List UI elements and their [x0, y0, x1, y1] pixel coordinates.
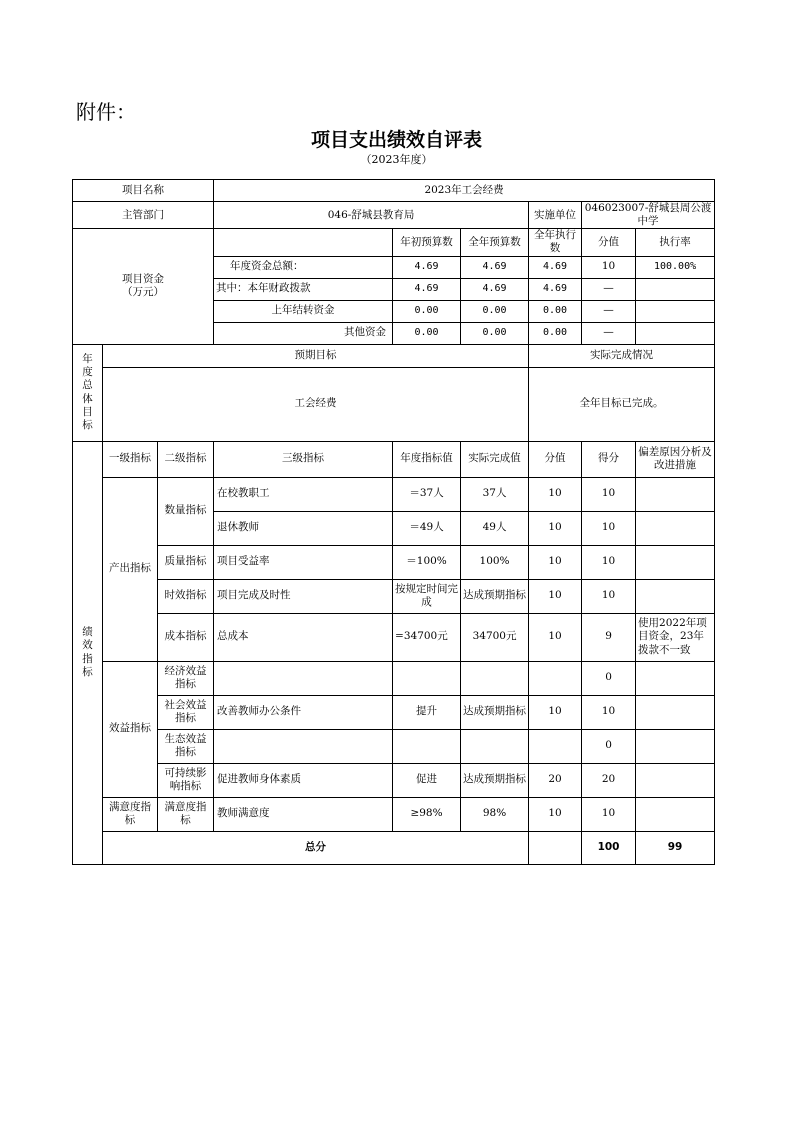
attachment-label: 附件： — [76, 100, 136, 124]
funds-row-name: 其他资金 — [214, 322, 393, 344]
indicator-row — [73, 797, 715, 831]
indicator-score: 10 — [582, 579, 636, 613]
expected-goal-label: 预期目标 — [103, 344, 529, 367]
funds-header-initial: 年初预算数 — [393, 229, 461, 256]
level2-header: 二级指标 — [158, 441, 214, 477]
funds-row-initial: 0.00 — [393, 300, 461, 322]
level2-ecological: 生态效益指标 — [158, 729, 214, 763]
indicator-row — [73, 695, 715, 729]
total-row — [73, 831, 715, 864]
indicator-name: 项目完成及时性 — [214, 579, 393, 613]
goals-header-row — [73, 344, 715, 367]
indicator-value: 10 — [529, 695, 582, 729]
funds-label — [73, 229, 214, 344]
indicator-value: 10 — [529, 613, 582, 661]
self-evaluation-table — [72, 179, 715, 865]
funds-header-executed: 全年执行数 — [529, 229, 582, 256]
indicator-note — [636, 763, 715, 797]
indicator-note — [636, 797, 715, 831]
indicators-side-text: 绩效指标 — [82, 626, 93, 678]
level3-header: 三级指标 — [214, 441, 393, 477]
project-name-row — [73, 180, 715, 202]
level2-quantity: 数量指标 — [158, 477, 214, 545]
funds-header-annual: 全年预算数 — [461, 229, 529, 256]
indicator-name: 项目受益率 — [214, 545, 393, 579]
indicator-note — [636, 661, 715, 695]
indicator-row — [73, 579, 715, 613]
funds-row-executed: 4.69 — [529, 278, 582, 300]
indicator-target: 按规定时间完成 — [393, 579, 461, 613]
indicator-score: 9 — [582, 613, 636, 661]
note-header: 偏差原因分析及改进措施 — [636, 441, 715, 477]
indicator-actual: 49人 — [461, 511, 529, 545]
indicator-note — [636, 545, 715, 579]
funds-row-score-value: — — [582, 300, 636, 322]
project-name-label: 项目名称 — [73, 180, 214, 202]
funds-row-annual: 4.69 — [461, 256, 529, 278]
funds-label-text: 项目资金 — [122, 273, 165, 286]
funds-row-executed: 4.69 — [529, 256, 582, 278]
department-label: 主管部门 — [73, 202, 214, 229]
indicator-score: 10 — [582, 511, 636, 545]
indicator-row — [73, 763, 715, 797]
goals-content-row — [73, 367, 715, 441]
page-title: 项目支出绩效自评表 — [310, 129, 482, 151]
implementing-unit-label: 实施单位 — [529, 202, 582, 229]
indicator-name: 在校教职工 — [214, 477, 393, 511]
total-value: 100 — [582, 831, 636, 864]
funds-row-score-value: 10 — [582, 256, 636, 278]
indicator-target: ≥98% — [393, 797, 461, 831]
funds-header-rate: 执行率 — [636, 229, 715, 256]
indicator-value: 10 — [529, 579, 582, 613]
goals-side-text: 年度总体目标 — [82, 353, 93, 431]
level1-benefit: 效益指标 — [103, 661, 158, 797]
project-name-value: 2023年工会经费 — [214, 180, 715, 202]
indicator-target: ＝37人 — [393, 477, 461, 511]
indicator-name: 教师满意度 — [214, 797, 393, 831]
indicator-value: 10 — [529, 477, 582, 511]
indicators-header-row — [73, 441, 715, 477]
indicator-target — [393, 661, 461, 695]
total-label: 总分 — [103, 831, 529, 864]
indicator-actual: 34700元 — [461, 613, 529, 661]
indicator-score: 10 — [582, 477, 636, 511]
indicator-name: 总成本 — [214, 613, 393, 661]
indicator-name: 改善教师办公条件 — [214, 695, 393, 729]
total-blank — [529, 831, 582, 864]
actual-status-value: 全年目标已完成。 — [529, 367, 715, 441]
indicator-value: 10 — [529, 511, 582, 545]
indicator-actual: 达成预期指标 — [461, 695, 529, 729]
implementing-unit-value: 046023007-舒城县周公渡中学 — [582, 202, 715, 229]
funds-row-rate — [636, 300, 715, 322]
level2-sustainable: 可持续影响指标 — [158, 763, 214, 797]
indicator-row — [73, 545, 715, 579]
funds-row-name: 上年结转资金 — [214, 300, 393, 322]
score-header: 得分 — [582, 441, 636, 477]
indicator-actual — [461, 729, 529, 763]
goals-side-label — [73, 344, 103, 441]
indicator-value: 10 — [529, 545, 582, 579]
level2-satisfaction: 满意度指标 — [158, 797, 214, 831]
level2-social: 社会效益指标 — [158, 695, 214, 729]
indicator-actual: 达成预期指标 — [461, 579, 529, 613]
indicator-target: 提升 — [393, 695, 461, 729]
funds-row-executed: 0.00 — [529, 300, 582, 322]
total-score: 99 — [636, 831, 715, 864]
indicator-note — [636, 579, 715, 613]
indicator-row — [73, 661, 715, 695]
funds-row-rate — [636, 322, 715, 344]
indicator-note — [636, 477, 715, 511]
indicator-actual: 100% — [461, 545, 529, 579]
indicator-name — [214, 729, 393, 763]
indicator-note: 使用2022年项目资金，23年拨款不一致 — [636, 613, 715, 661]
level1-satisfaction: 满意度指标 — [103, 797, 158, 831]
funds-header-blank — [214, 229, 393, 256]
indicator-note — [636, 729, 715, 763]
indicator-value: 10 — [529, 797, 582, 831]
indicator-target: 促进 — [393, 763, 461, 797]
level1-header: 一级指标 — [103, 441, 158, 477]
indicator-actual: 98% — [461, 797, 529, 831]
indicator-name: 促进教师身体素质 — [214, 763, 393, 797]
department-value: 046-舒城县教育局 — [214, 202, 529, 229]
indicator-row — [73, 477, 715, 511]
indicator-row — [73, 613, 715, 661]
target-header: 年度指标值 — [393, 441, 461, 477]
funds-row-annual: 0.00 — [461, 300, 529, 322]
indicator-actual: 37人 — [461, 477, 529, 511]
report-year: （2023年度） — [360, 153, 433, 166]
department-row — [73, 202, 715, 229]
indicator-name: 退休教师 — [214, 511, 393, 545]
funds-row-initial: 4.69 — [393, 256, 461, 278]
funds-row-annual: 4.69 — [461, 278, 529, 300]
indicator-note — [636, 511, 715, 545]
indicator-score: 0 — [582, 661, 636, 695]
indicator-value: 20 — [529, 763, 582, 797]
indicator-score: 0 — [582, 729, 636, 763]
level2-quality: 质量指标 — [158, 545, 214, 579]
expected-goal-value: 工会经费 — [103, 367, 529, 441]
level2-economic: 经济效益指标 — [158, 661, 214, 695]
indicator-score: 10 — [582, 545, 636, 579]
funds-header-row — [73, 229, 715, 256]
indicator-value — [529, 661, 582, 695]
funds-row-rate: 100.00% — [636, 256, 715, 278]
indicators-side-label — [73, 441, 103, 864]
funds-row-executed: 0.00 — [529, 322, 582, 344]
indicator-target — [393, 729, 461, 763]
funds-header-score-value: 分值 — [582, 229, 636, 256]
indicator-score: 10 — [582, 695, 636, 729]
funds-row-initial: 4.69 — [393, 278, 461, 300]
funds-row-initial: 0.00 — [393, 322, 461, 344]
funds-row-name: 其中：本年财政拨款 — [214, 278, 393, 300]
funds-row-name: 年度资金总额： — [214, 256, 393, 278]
funds-row-score-value: — — [582, 278, 636, 300]
indicator-target: ＝100% — [393, 545, 461, 579]
actual-header: 实际完成值 — [461, 441, 529, 477]
funds-unit-text: （万元） — [122, 286, 165, 299]
indicator-score: 10 — [582, 797, 636, 831]
indicator-value — [529, 729, 582, 763]
indicator-target: ＝49人 — [393, 511, 461, 545]
indicator-score: 20 — [582, 763, 636, 797]
indicator-name — [214, 661, 393, 695]
indicator-actual — [461, 661, 529, 695]
level2-cost: 成本指标 — [158, 613, 214, 661]
funds-row-annual: 0.00 — [461, 322, 529, 344]
indicator-note — [636, 695, 715, 729]
actual-status-label: 实际完成情况 — [529, 344, 715, 367]
level1-output: 产出指标 — [103, 477, 158, 661]
funds-row-score-value: — — [582, 322, 636, 344]
indicator-actual: 达成预期指标 — [461, 763, 529, 797]
funds-row-rate — [636, 278, 715, 300]
indicator-row — [73, 729, 715, 763]
level2-timeliness: 时效指标 — [158, 579, 214, 613]
indicator-target: =34700元 — [393, 613, 461, 661]
value-header: 分值 — [529, 441, 582, 477]
